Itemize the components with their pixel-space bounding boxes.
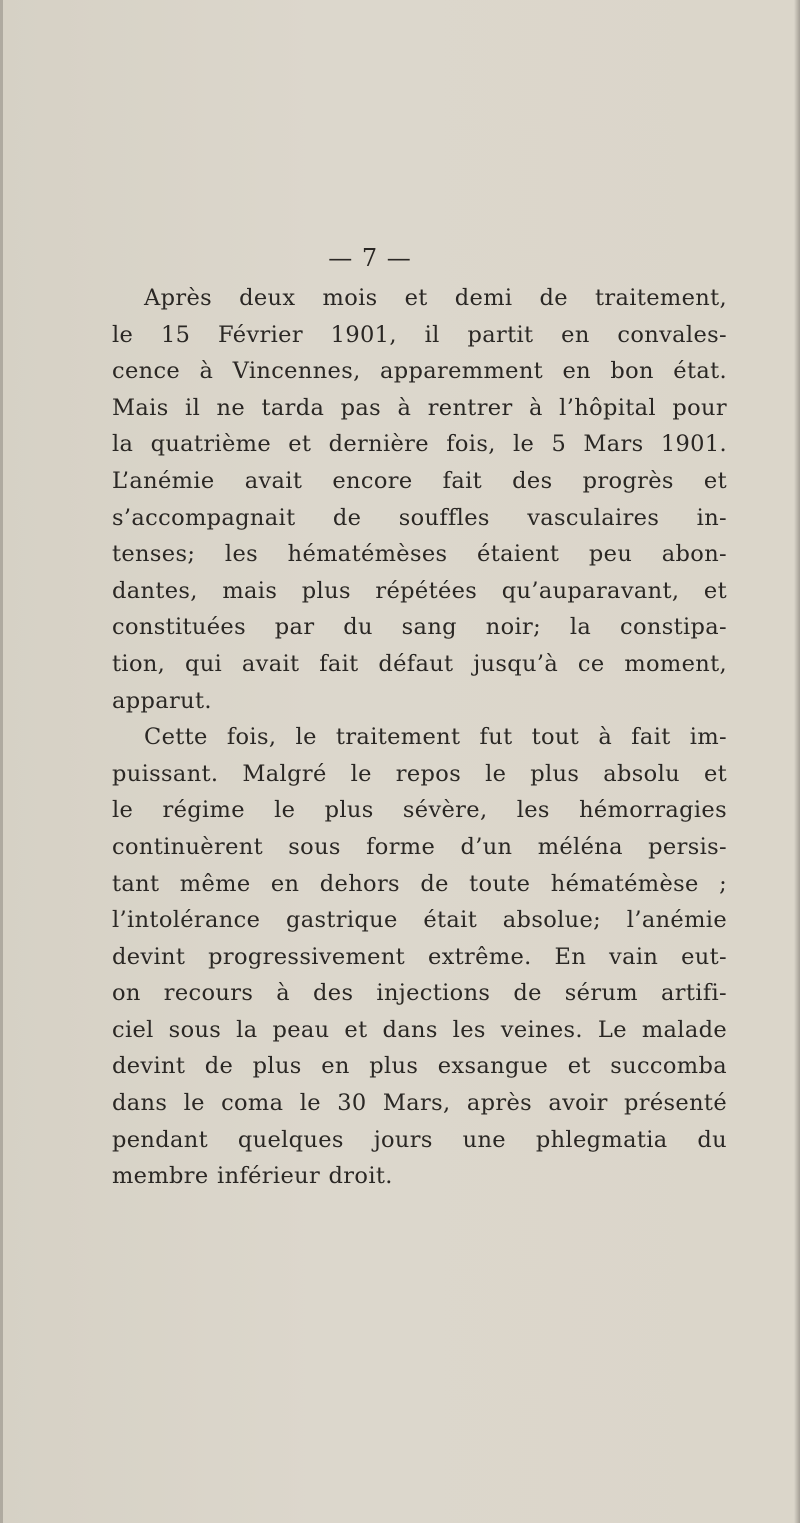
text-line: membre inférieur droit.	[112, 1163, 393, 1190]
text-line: l’intolérance gastrique était absolue; l’anémie	[112, 907, 727, 934]
text-line: Cette fois, le traitement fut tout à fait im-	[144, 724, 727, 751]
text-line: devint progressivement extrême. En vain eut-	[112, 943, 727, 970]
body-text	[112, 280, 727, 1195]
text-line: le 15 Février 1901, il partit en convales-	[112, 321, 727, 348]
page-right-edge	[794, 0, 800, 1523]
page-left-edge	[0, 0, 3, 1523]
text-line: ciel sous la peau et dans les veines. Le malade	[112, 1016, 727, 1043]
text-line: Mais il ne tarda pas à rentrer à l’hôpital pour	[112, 394, 727, 421]
text-line: tant même en dehors de toute hématémèse ;	[112, 870, 727, 897]
text-line: tenses; les hématémèses étaient peu abon-	[112, 541, 727, 568]
text-line: dans le coma le 30 Mars, après avoir présenté	[112, 1090, 727, 1117]
text-line: le régime le plus sévère, les hémorragies	[112, 797, 727, 824]
text-line: tion, qui avait fait défaut jusqu’à ce moment,	[112, 650, 727, 677]
text-line: on recours à des injections de sérum artifi-	[112, 980, 727, 1007]
text-line: apparut.	[112, 687, 212, 714]
text-line: constituées par du sang noir; la constipa-	[112, 614, 727, 641]
text-line: L’anémie avait encore fait des progrès et	[112, 467, 727, 494]
text-line: dantes, mais plus répétées qu’auparavant, et	[112, 577, 727, 604]
text-line: puissant. Malgré le repos le plus absolu et	[112, 760, 727, 787]
text-line: devint de plus en plus exsangue et succomba	[112, 1053, 727, 1080]
text-line: pendant quelques jours une phlegmatia du	[112, 1126, 727, 1153]
text-line: la quatrième et dernière fois, le 5 Mars 1901.	[112, 431, 727, 458]
text-line: s’accompagnait de souffles vasculaires in-	[112, 504, 727, 531]
text-line: Après deux mois et demi de traitement,	[144, 285, 727, 311]
text-line: continuèrent sous forme d’un méléna persis-	[112, 833, 727, 860]
text-line: cence à Vincennes, apparemment en bon état.	[112, 358, 727, 385]
page-number: — 7 —	[328, 244, 412, 272]
